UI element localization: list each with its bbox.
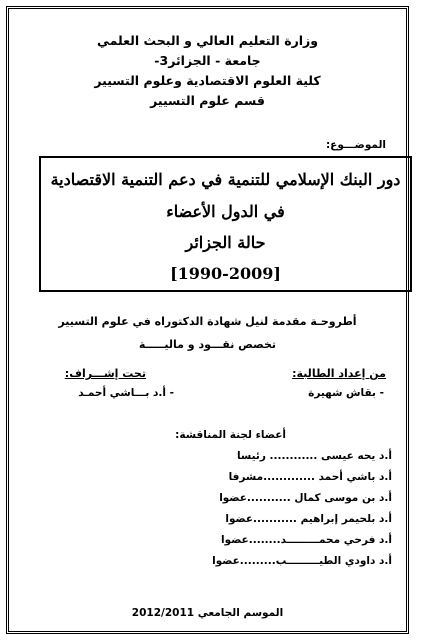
committee-member: أ.د باشي أحمد .............مشرفا	[228, 471, 392, 483]
thesis-description: أطروحـة مقدمة لنيل شهادة الدكتوراه في علوم التسيير	[58, 315, 357, 328]
title-line-1: دور البنك الإسلامي للتنمية في دعم التنمية الاقتصادية	[50, 170, 401, 189]
department-name: قسم علوم التسيير	[150, 93, 265, 108]
committee-member: أ.د فرحي محمـــــــــد........عضوا	[221, 534, 392, 546]
page-frame	[6, 6, 409, 634]
ministry-name: وزارة التعليم العالي و البحث العلمي	[96, 33, 319, 48]
committee-member: أ.د بلحيمر إبراهيم ...........عضوا	[225, 513, 392, 525]
committee-member: أ.د يحه عيسى ............ رئيسا	[236, 450, 392, 462]
supervisor-name: - أ.د بـــاشي أحمـد	[78, 387, 174, 399]
committee-label: أعضاء لجنة المناقشة:	[175, 429, 286, 441]
supervision-label: تحت إشـــراف:	[64, 367, 146, 380]
title-line-2: في الدول الأعضاء	[166, 202, 285, 221]
title-line-3: حالة الجزائر	[185, 233, 266, 252]
faculty-name: كلية العلوم الاقتصادية وعلوم التسيير	[94, 73, 321, 88]
academic-year: الموسم الجامعي 2012/2011	[131, 607, 284, 619]
committee-member: أ.د بن موسى كمال ...........عضوا	[219, 492, 392, 504]
prepared-by-label: من إعداد الطالبة:	[292, 367, 386, 380]
specialization: تخصص نقـــود و ماليـــــة	[138, 338, 277, 351]
title-period: [1990-2009]	[170, 264, 281, 283]
institution-header	[9, 31, 406, 111]
student-name: - بقاش شهيرة	[308, 387, 384, 399]
subject-label: الموضـــوع:	[325, 139, 386, 151]
committee-member: أ.د داودي الطيـــــــــب.........عضوا	[212, 555, 392, 567]
title-box	[39, 156, 412, 292]
committee-members	[212, 446, 392, 572]
university-name: جامعة - الجزائر3-	[154, 53, 261, 68]
